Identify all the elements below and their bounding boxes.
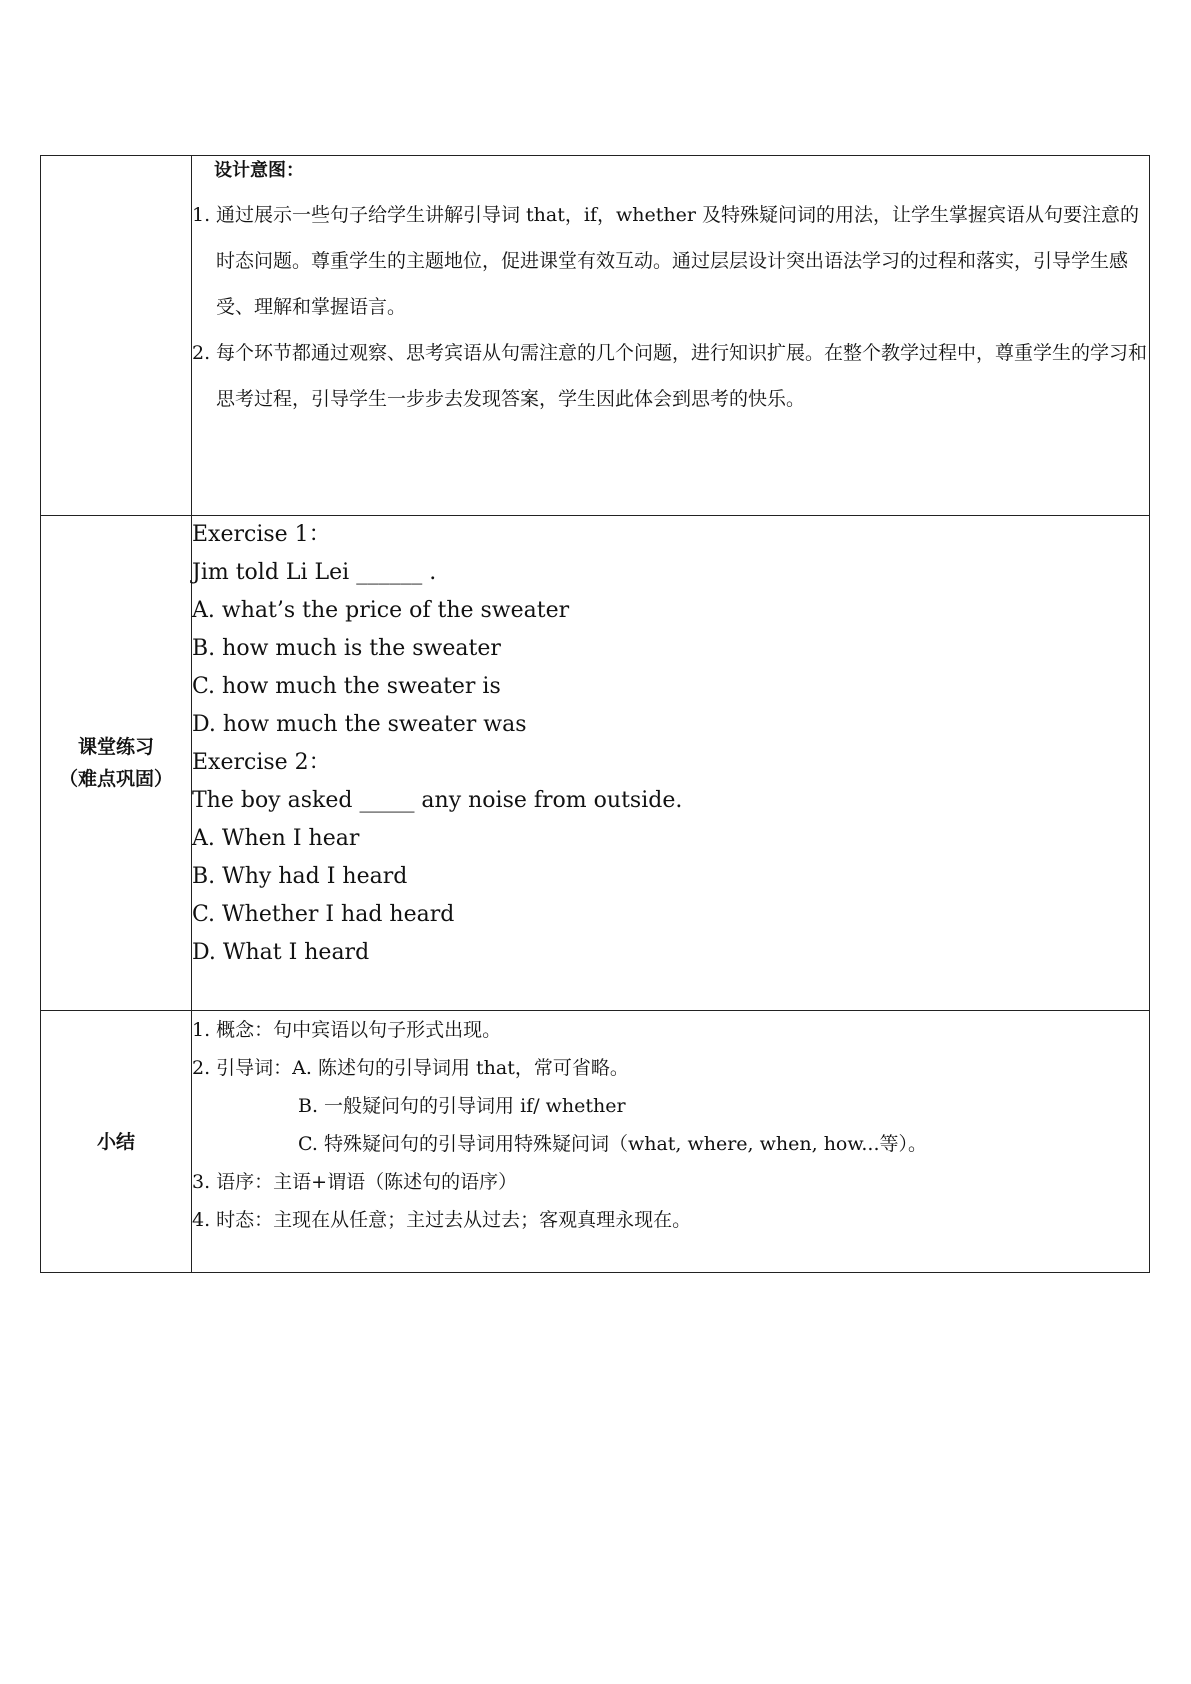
design-intent-row — [41, 156, 1150, 516]
design-intent-cell — [192, 156, 1150, 516]
design-intent-label-cell — [41, 156, 192, 516]
item-number: 1. — [192, 204, 211, 226]
item-text: 通过展示一些句子给学生讲解引导词 that，if，whether 及特殊疑问词的用法，让学生掌握宾语从句要注意的时态问题。尊重学生的主题地位，促进课堂有效互动。通过层层设计突出语法学习的过程和落实，引导学生感受、理解和掌握语言。 — [216, 204, 1139, 318]
exercise-option: B. Why had I heard — [192, 864, 408, 889]
design-intent-title: 设计意图： — [214, 160, 304, 181]
practice-sublabel: （难点巩固） — [58, 768, 173, 790]
exercise-option: C. Whether I had heard — [192, 902, 455, 927]
exercise-question: The boy asked _____ any noise from outside. — [192, 788, 683, 813]
exercise-option: A. what’s the price of the sweater — [192, 598, 570, 623]
exercise-option: C. how much the sweater is — [192, 674, 501, 699]
summary-line: 2. 引导词：A. 陈述句的引导词用 that，常可省略。 — [192, 1057, 629, 1079]
summary-label-cell — [41, 1011, 192, 1273]
exercise-heading: Exercise 2： — [192, 750, 331, 775]
exercise-option: D. What I heard — [192, 940, 370, 965]
item-number: 2. — [192, 342, 211, 364]
summary-cell — [192, 1011, 1150, 1273]
practice-label-cell — [41, 516, 192, 1011]
exercise-option: D. how much the sweater was — [192, 712, 527, 737]
lesson-plan-table — [40, 155, 1150, 1273]
exercise-option: A. When I hear — [192, 826, 360, 851]
exercise-option: B. how much is the sweater — [192, 636, 501, 661]
summary-line: 3. 语序：主语+谓语（陈述句的语序） — [192, 1171, 518, 1193]
summary-line: B. 一般疑问句的引导词用 if/ whether — [298, 1095, 626, 1117]
design-intent-item — [192, 330, 1149, 422]
summary-row — [41, 1011, 1150, 1273]
exercise-cell — [192, 516, 1150, 1011]
practice-label: 课堂练习 — [77, 736, 154, 758]
practice-row — [41, 516, 1150, 1011]
summary-line: 4. 时态：主现在从任意；主过去从过去；客观真理永现在。 — [192, 1209, 692, 1231]
summary-label: 小结 — [96, 1130, 135, 1153]
item-text: 每个环节都通过观察、思考宾语从句需注意的几个问题，进行知识扩展。在整个教学过程中，尊重学生的学习和思考过程，引导学生一步步去发现答案，学生因此体会到思考的快乐。 — [216, 342, 1148, 410]
exercise-heading: Exercise 1： — [192, 522, 331, 547]
summary-line: 1. 概念：句中宾语以句子形式出现。 — [192, 1019, 502, 1041]
summary-line: C. 特殊疑问句的引导词用特殊疑问词（what, where, when, how...等）。 — [298, 1133, 927, 1155]
design-intent-item — [192, 192, 1149, 330]
exercise-question: Jim told Li Lei ______ . — [192, 560, 437, 585]
